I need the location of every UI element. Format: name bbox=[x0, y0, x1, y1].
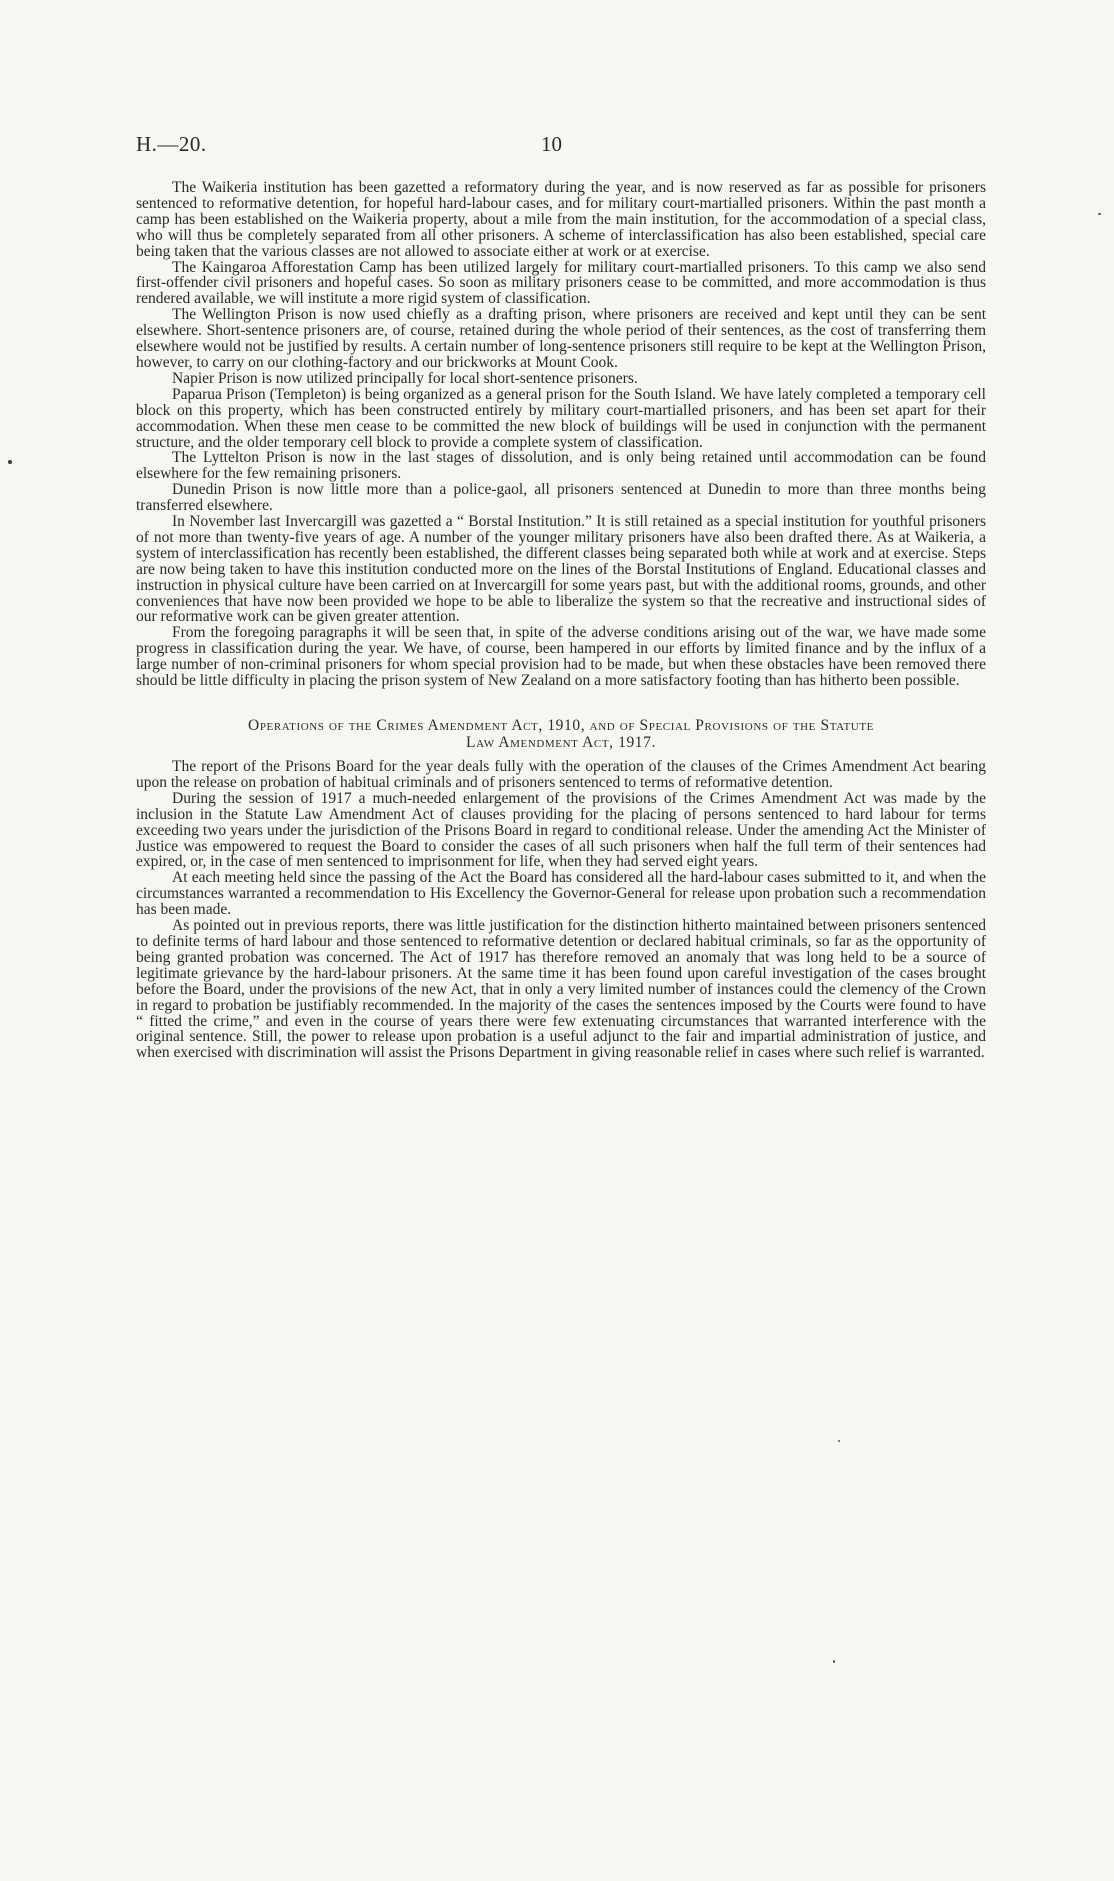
section-heading bbox=[136, 717, 986, 751]
paragraph-invercargill: In November last Invercargill was gazetted a “ Borstal Institution.” It is still retained as a special institution for youthful prisoners of not more than twenty-five years of age. A number of the younger military prisoners have also been drafted there. As at Waikeria, a system of interclassification has recently been established, the different classes being separated both while at work and at exercise. Steps are now being taken to have this institution conducted more on the lines of the Borstal Institutions of England. Educational classes and instruction in physical culture have been carried on at Invercargill for some years past, but with the additional rooms, grounds, and other conveniences that have now been provided we hope to be able to liberalize the system so that the recreative and instructional sides of our reformative work can be given greater attention. bbox=[136, 513, 986, 626]
paragraph-napier: Napier Prison is now utilized principally for local short-sentence prisoners. bbox=[172, 369, 638, 387]
paragraph-previous-reports: As pointed out in previous reports, there was little justification for the distinction hitherto maintained between prisoners sentenced to definite terms of hard labour and those sentenced to reformative detention or declared habitual criminals, so far as the opportunity of being granted probation was concerned. The Act of 1917 has therefore removed an anomaly that was long held to be a source of legitimate grievance by the hard-labour prisoners. At the same time it has been found upon careful investigation of the cases brought before the Board, under the provisions of the new Act, that in only a very limited number of instances could the clemency of the Crown in regard to probation be justifiably recommended. In the majority of the cases the sentences imposed by the Courts were found to have “ fitted the crime,” and even in the course of years there were few extenuating circumstances that warranted interference with the original sentence. Still, the power to release upon probation is a useful adjunct to the fair and impartial administration of justice, and when exercised with discrimination will assist the Prisons Department in giving reasonable relief in cases where such relief is warranted. bbox=[136, 917, 986, 1062]
paragraph-wellington: The Wellington Prison is now used chiefly as a drafting prison, where prisoners are received and kept until they can be sent elsewhere. Short-sentence prisoners are, of course, retained during the whole period of their sentences, as the cost of transferring them elsewhere would not be justified by results. A certain number of long-sentence prisoners still require to be kept at the Wellington Prison, however, to carry on our clothing-factory and our brickworks at Mount Cook. bbox=[136, 306, 986, 371]
paragraph-waikeria: The Waikeria institution has been gazetted a reformatory during the year, and is now reserved as far as possible for prisoners sentenced to reformative detention, for hopeful hard-labour cases, and for military court-martialled prisoners. Within the past month a camp has been established on the Waikeria property, about a mile from the main institution, for the accommodation of a special class, who will thus be completely separated from all other prisoners. A scheme of interclassification has also been established, special care being taken that the various classes are not allowed to associate either at work or at exercise. bbox=[136, 179, 986, 260]
page-header bbox=[136, 132, 986, 162]
margin-speck bbox=[838, 1440, 840, 1442]
paragraph-paparua: Paparua Prison (Templeton) is being organized as a general prison for the South Island. We have lately completed a temporary cell block on this property, which has been constructed entirely by military court-martialled prisoners, and has been set apart for their accommodation. When these men cease to be committed the new block of buildings will be used in conjunction with the permanent structure, and the older temporary cell block to provide a complete system of classification. bbox=[136, 385, 986, 451]
paragraph-session-1917: During the session of 1917 a much-needed enlargement of the provisions of the Crimes Amendment Act was made by the inclusion in the Statute Law Amendment Act of clauses providing for the placing of persons sentenced to hard labour for terms exceeding two years under the jurisdiction of the Prisons Board in regard to conditional release. Under the amending Act the Minister of Justice was empowered to request the Board to consider the cases of all such prisoners when half the full term of their sentences had expired, or, in the case of men sentenced to imprisonment for life, when they had served eight years. bbox=[136, 789, 986, 871]
margin-mark bbox=[8, 460, 12, 464]
paragraph-dunedin: Dunedin Prison is now little more than a police-gaol, all prisoners sentenced at Dunedin to more than three months being transferred elsewhere. bbox=[136, 481, 986, 515]
paragraph-board-meetings: At each meeting held since the passing of the Act the Board has considered all the hard-labour cases submitted to it, and when the circumstances warranted a recommendation to His Excellency the Governor-General for release upon probation such a recommendation has been made. bbox=[136, 869, 986, 919]
document-reference: H.—20. bbox=[136, 132, 207, 156]
section-heading-line-2: Law Amendment Act, 1917. bbox=[466, 734, 656, 751]
paragraph-prisons-board-report: The report of the Prisons Board for the year deals fully with the operation of the clauses of the Crimes Amendment Act bearing upon the release on probation of habitual criminals and of prisoners sentenced to terms of reformative detention. bbox=[136, 758, 986, 791]
margin-speck bbox=[1098, 213, 1101, 215]
page-number: 10 bbox=[541, 132, 562, 156]
paragraph-lyttelton: The Lyttelton Prison is now in the last stages of dissolution, and is only being retained until accommodation can be found elsewhere for the few remaining prisoners. bbox=[136, 449, 986, 483]
section-heading-line-1: Operations of the Crimes Amendment Act, 1910, and of Special Provisions of the Statute bbox=[248, 717, 874, 734]
paragraph-kaingaroa: The Kaingaroa Afforestation Camp has been utilized largely for military court-martialled prisoners. To this camp we also send first-offender civil prisoners and hopeful cases. So soon as military prisoners cease to be committed, and more accommodation is thus rendered available, we will institute a more rigid system of classification. bbox=[136, 258, 986, 308]
paragraph-summary: From the foregoing paragraphs it will be seen that, in spite of the adverse conditions arising out of the war, we have made some progress in classification during the year. We have, of course, been hampered in our efforts by limited finance and by the influx of a large number of non-criminal prisoners for whom special provision had to be made, but when these obstacles have been removed there should be little difficulty in placing the prison system of New Zealand on a more satisfactory footing than has hitherto been possible. bbox=[136, 624, 986, 690]
margin-speck bbox=[833, 1660, 835, 1663]
body-text bbox=[136, 180, 986, 1061]
